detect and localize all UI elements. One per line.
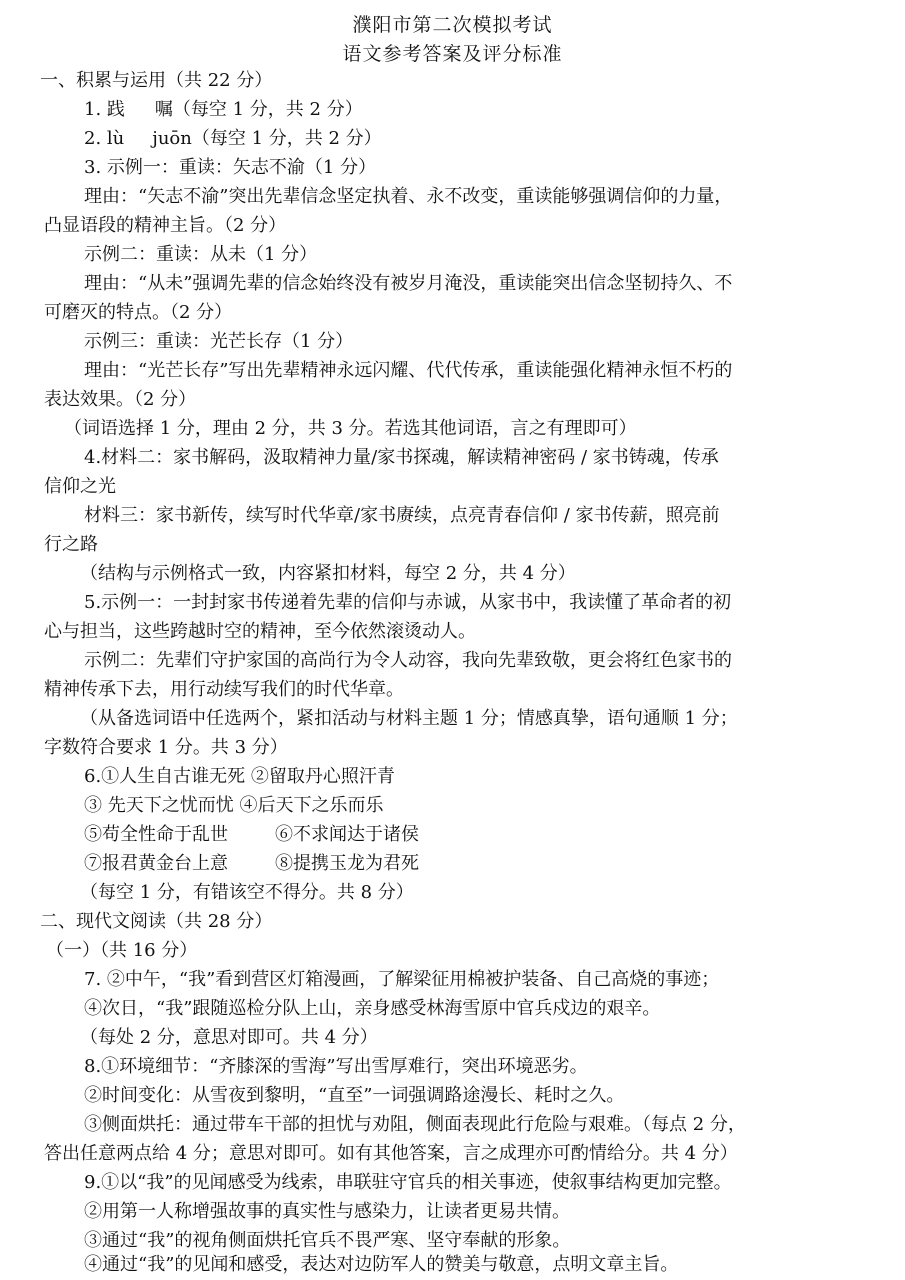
q2-label: 2. lù (84, 128, 125, 149)
q3-example-1: 3. 示例一：重读：矢志不渝（1 分） (84, 157, 377, 178)
q9-line-a: 9.①以“我”的见闻感受为线索，串联驻守官兵的相关事迹，使叙事结构更加完整。 (84, 1172, 732, 1193)
q3-example-3: 示例三：重读：光芒长存（1 分） (84, 331, 354, 352)
q7-line-a: 7. ②中午，“我”看到营区灯箱漫画，了解梁征用棉被护装备、自己高烧的事迹； (84, 969, 720, 990)
q9-line-b: ②用第一人称增强故事的真实性与感染力，让读者更易共情。 (84, 1201, 570, 1222)
q4-material-2b: 信仰之光 (44, 476, 116, 497)
q3-reason-1b: 凸显语段的精神主旨。（2 分） (44, 215, 287, 236)
q3-reason-3b: 表达效果。（2 分） (44, 389, 197, 410)
q6-line-3-a: ⑤苟全性命于乱世 (84, 824, 228, 845)
q2-answer (84, 126, 905, 152)
q8-line-b: ②时间变化：从雪夜到黎明，“直至”一词强调路途漫长、耗时之久。 (84, 1085, 625, 1106)
q1-label: 1. 践 (84, 99, 125, 120)
q5-example-1b: 心与担当，这些跨越时空的精神，至今依然滚烫动人。 (44, 621, 476, 642)
q3-reason-2a: 理由：“从未”强调先辈的信念始终没有被岁月淹没，重读能突出信念坚韧持久、不 (84, 273, 733, 294)
q5-note-b: 字数符合要求 1 分。共 3 分） (44, 737, 288, 758)
q6-note: （每空 1 分，有错该空不得分。共 8 分） (80, 882, 414, 903)
q7-note: （每处 2 分，意思对即可。共 4 分） (80, 1027, 378, 1048)
q5-example-2b: 精神传承下去，用行动续写我们的时代华章。 (44, 679, 404, 700)
q6-line-1: 6.①人生自古谁无死 ②留取丹心照汗青 (84, 766, 395, 787)
document-subtitle: 语文参考答案及评分标准 (342, 43, 563, 65)
q8-line-d: 答出任意两点给 4 分；意思对即可。如有其他答案，言之成理亦可酌情给分。共 4 分） (44, 1143, 738, 1164)
section-1-heading: 一、积累与运用（共 22 分） (40, 70, 273, 91)
q6-line-4-b: ⑧提携玉龙为君死 (275, 853, 419, 874)
q5-note-a: （从备选词语中任选两个，紧扣活动与材料主题 1 分；情感真挚，语句通顺 1 分； (80, 708, 738, 729)
q5-example-1a: 5.示例一：一封封家书传递着先辈的信仰与赤诚，从家书中，我读懂了革命者的初 (84, 592, 732, 613)
q7-line-b: ④次日，“我”跟随巡检分队上山，亲身感受林海雪原中官兵戍边的艰辛。 (84, 998, 661, 1019)
q3-reason-1a: 理由：“矢志不渝”突出先辈信念坚定执着、永不改变，重读能够强调信仰的力量， (84, 186, 733, 207)
q1-rest: 嘱（每空 1 分，共 2 分） (154, 99, 363, 120)
q3-reason-2b: 可磨灭的特点。（2 分） (44, 302, 233, 323)
q4-material-2a: 4.材料二：家书解码，汲取精神力量/家书探魂，解读精神密码 / 家书铸魂，传承 (84, 447, 719, 468)
q9-line-c: ③通过“我”的视角侧面烘托官兵不畏严寒、坚守奉献的形象。 (84, 1230, 571, 1251)
q6-line-4-a: ⑦报君黄金台上意 (84, 853, 228, 874)
q6-line-3-b: ⑥不求闻达于诸侯 (275, 824, 419, 845)
section-2-heading: 二、现代文阅读（共 28 分） (40, 911, 273, 932)
q8-line-c: ③侧面烘托：通过带车干部的担忧与劝阻，侧面表现此行危险与艰难。（每点 2 分， (84, 1114, 746, 1135)
q3-reason-3a: 理由：“光芒长存”写出先辈精神永远闪耀、代代传承，重读能强化精神永恒不朽的 (84, 360, 733, 381)
q4-material-3b: 行之路 (44, 534, 98, 555)
q5-example-2a: 示例二：先辈们守护家国的高尚行为令人动容，我向先辈致敬，更会将红色家书的 (84, 650, 732, 671)
q4-note: （结构与示例格式一致，内容紧扣材料，每空 2 分，共 4 分） (80, 563, 576, 584)
q2-rest: juōn（每空 1 分，共 2 分） (152, 128, 382, 149)
document-title: 濮阳市第二次模拟考试 (352, 14, 553, 36)
q1-answer (84, 97, 905, 123)
q9-line-d: ④通过“我”的见闻和感受，表达对边防军人的赞美与敬意，点明文章主旨。 (84, 1254, 679, 1275)
q3-example-2: 示例二：重读：从未（1 分） (84, 244, 318, 265)
q3-note: （词语选择 1 分，理由 2 分，共 3 分。若选其他词语，言之有理即可） (64, 418, 637, 439)
section-2-part-1: （一）（共 16 分） (46, 940, 198, 961)
q6-line-2: ③ 先天下之忧而忧 ④后天下之乐而乐 (84, 795, 384, 816)
q8-line-a: 8.①环境细节：“齐膝深的雪海”写出雪厚难行，突出环境恶劣。 (84, 1056, 588, 1077)
q4-material-3a: 材料三：家书新传，续写时代华章/家书赓续，点亮青春信仰 / 家书传薪，照亮前 (84, 505, 720, 526)
